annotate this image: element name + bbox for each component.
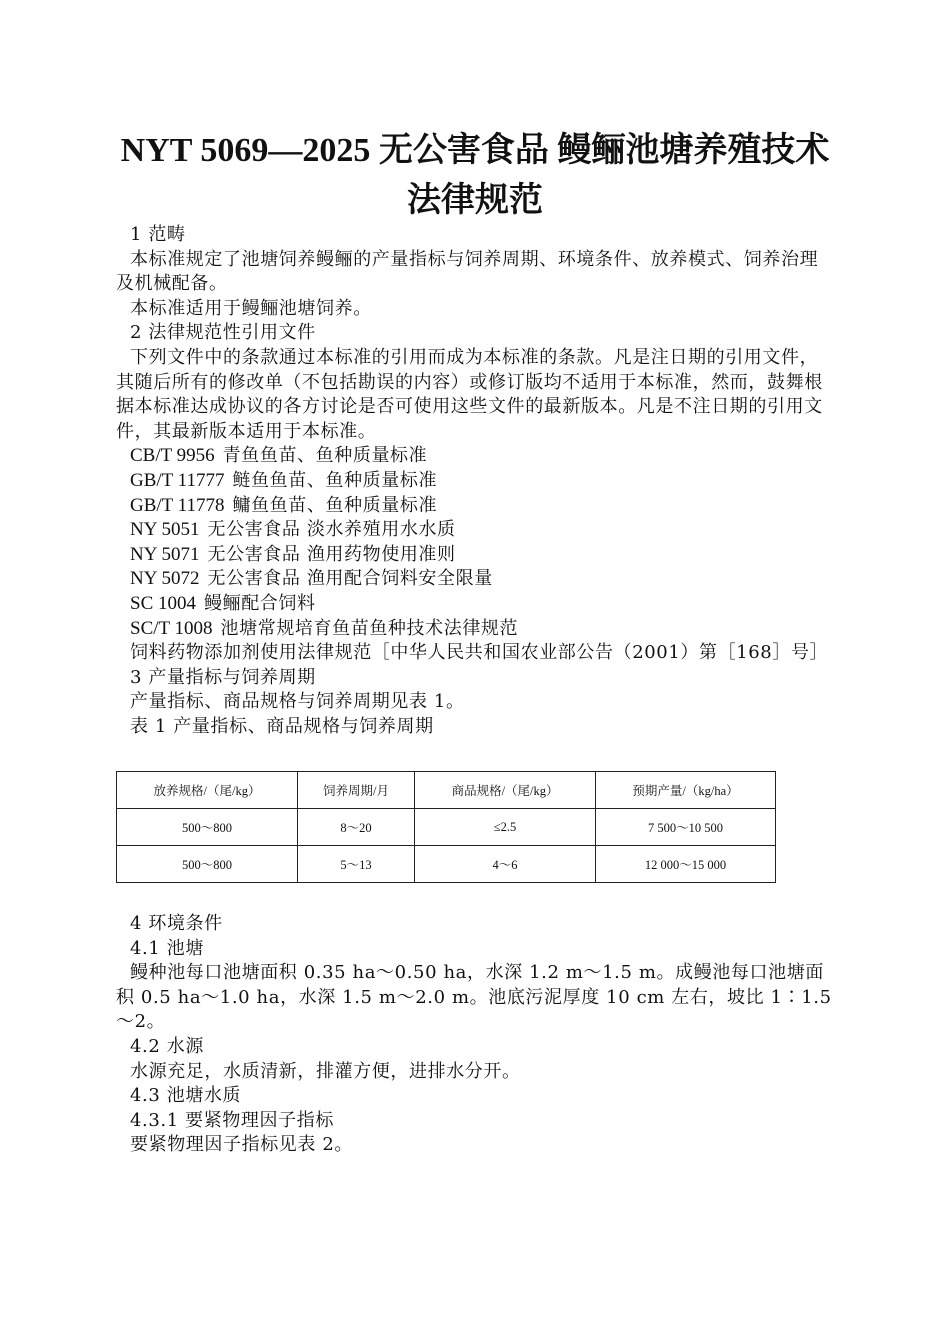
- reference-item: [116, 543, 832, 568]
- table-row: [117, 846, 776, 883]
- table-cell: ≤2.5: [415, 809, 596, 846]
- table-cell: 500～800: [117, 846, 298, 883]
- reference-item: [116, 567, 832, 592]
- section-4-3-1-paragraph: 要紧物理因子指标见表 2。: [130, 1134, 353, 1156]
- table-cell: 4～6: [415, 846, 596, 883]
- reference-item: [116, 494, 832, 519]
- reference-code: GB/T 11777: [130, 469, 225, 491]
- section-3-paragraph-1: 产量指标、商品规格与饲养周期见表 1。: [130, 691, 465, 713]
- reference-name: 无公害食品 渔用药物使用准则: [207, 543, 456, 565]
- table-1-caption: 表 1 产量指标、商品规格与饲养周期: [130, 715, 434, 737]
- reference-code: SC/T 1008: [130, 617, 213, 639]
- reference-code: NY 5051: [130, 519, 200, 541]
- reference-code: SC 1004: [130, 592, 196, 614]
- reference-item: [116, 518, 832, 543]
- reference-code: GB/T 11778: [130, 494, 225, 516]
- section-4-3-1-heading: 4.3.1 要紧物理因子指标: [130, 1109, 334, 1131]
- table-cell: 8～20: [298, 809, 415, 846]
- table-cell: 5～13: [298, 846, 415, 883]
- section-2-heading: 2 法律规范性引用文件: [130, 322, 316, 344]
- section-4-heading: 4 环境条件: [130, 913, 223, 934]
- table-cell: 12 000～15 000: [596, 846, 776, 883]
- table-header-row: [117, 772, 776, 809]
- section-2-paragraph-1: 下列文件中的条款通过本标准的引用而成为本标准的条款。凡是注日期的引用文件，其随后所有的修改单（不包括勘误的内容）或修订版均不适用于本标准，然而，鼓舞根据本标准达成协议的各方讨论是否可使用这些文件的最新版本。凡是不注日期的引用文件，其最新版本适用于本标准。: [116, 346, 823, 442]
- reference-item: [116, 617, 832, 642]
- reference-name: 鳙鱼鱼苗、鱼种质量标准: [232, 494, 438, 516]
- reference-item: [116, 444, 832, 469]
- section-1-heading: 1 范畴: [130, 224, 186, 245]
- table-cell: 7 500～10 500: [596, 809, 776, 846]
- section-1-paragraph-2: 本标准适用于鳗鲡池塘饲养。: [130, 297, 372, 319]
- section-4-3-heading: 4.3 池塘水质: [130, 1085, 242, 1107]
- reference-name: 池塘常规培育鱼苗鱼种技术法律规范: [220, 617, 519, 639]
- reference-code: NY 5072: [130, 568, 200, 590]
- reference-name: 鲢鱼鱼苗、鱼种质量标准: [232, 469, 438, 491]
- reference-code: CB/T 9956: [130, 445, 215, 467]
- reference-name: 无公害食品 淡水养殖用水水质: [207, 519, 456, 541]
- section-3-heading: 3 产量指标与饲养周期: [130, 666, 316, 688]
- section-4-2-heading: 4.2 水源: [130, 1035, 204, 1057]
- reference-item: [116, 469, 832, 494]
- table-header-cell: 放养规格/（尾/kg）: [117, 772, 298, 809]
- table-1: [116, 771, 776, 883]
- reference-item: [116, 592, 832, 617]
- reference-code: NY 5071: [130, 543, 200, 565]
- table-header-cell: 饲养周期/月: [298, 772, 415, 809]
- section-4-2-paragraph: 水源充足，水质清新，排灌方便，进排水分开。: [130, 1060, 521, 1082]
- section-4-1-heading: 4.1 池塘: [130, 937, 204, 959]
- reference-name: 无公害食品 渔用配合饲料安全限量: [207, 568, 493, 590]
- table-row: [117, 809, 776, 846]
- document-body-continued: [116, 912, 832, 1158]
- section-2-paragraph-2: 饲料药物添加剂使用法律规范［中华人民共和国农业部公告（2001）第［168］号］: [130, 642, 829, 664]
- reference-name: 鳗鲡配合饲料: [204, 592, 316, 614]
- table-cell: 500～800: [117, 809, 298, 846]
- section-1-paragraph-1: 本标准规定了池塘饲养鳗鲡的产量指标与饲养周期、环境条件、放养模式、饲养治理及机械配备。: [116, 248, 819, 295]
- table-header-cell: 商品规格/（尾/kg）: [415, 772, 596, 809]
- section-4-1-paragraph: 鳗种池每口池塘面积 0.35 ha～0.50 ha，水深 1.2 m～1.5 m。成鳗池每口池塘面积 0.5 ha～1.0 ha，水深 1.5 m～2.0 m。池底污泥厚度 10 cm 左右，坡比 1∶1.5～2。: [116, 962, 832, 1033]
- document-body: [116, 223, 832, 739]
- table-header-cell: 预期产量/（kg/ha）: [596, 772, 776, 809]
- reference-list: [116, 444, 832, 641]
- document-title: NYT 5069—2025 无公害食品 鳗鲡池塘养殖技术法律规范: [120, 132, 830, 219]
- reference-name: 青鱼鱼苗、鱼种质量标准: [222, 445, 428, 467]
